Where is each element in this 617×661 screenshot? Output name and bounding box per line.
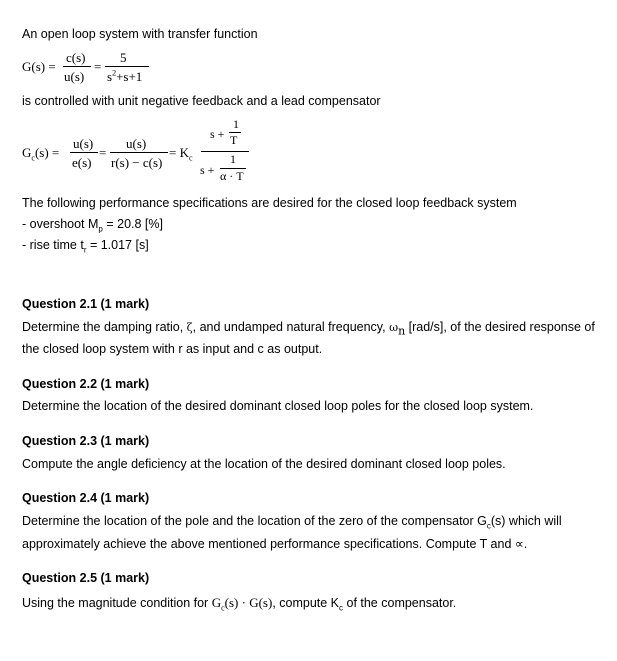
q1-text-line-1: Determine the damping ratio, ζ, and undamped natural frequency, $\omega_n$ [rad/s], of the desired response of <box>22 320 595 338</box>
eq2-num-n: 1 <box>233 117 239 131</box>
q4-text-line-1: Determine the location of the pole and the location of the zero of the compensator $G_c(s)$ which will <box>22 514 562 531</box>
eq2-den-n: 1 <box>230 152 236 166</box>
q5-text: Using the magnitude condition for $G_c(s) \cdot G(s)$, compute $K_c$ of the compensator. <box>22 595 457 613</box>
eq2-fraction-bar-2 <box>110 152 168 153</box>
eq2-den2: r(s) − c(s) <box>111 155 163 170</box>
eq2-gain: = $K_c$ <box>169 145 193 163</box>
eq1-fraction-bar-2 <box>105 66 149 67</box>
q3-text: Compute the angle deficiency at the location of the desired dominant closed loop poles. <box>22 457 506 471</box>
eq2-eq1: = <box>99 145 107 160</box>
eq2-den-s: s + <box>200 163 215 177</box>
q3-title: Question 2.3 (1 mark) <box>22 434 150 448</box>
eq2-lhs: $G_c(s)$ = <box>22 145 60 163</box>
q2-title: Question 2.2 (1 mark) <box>22 377 150 391</box>
eq1-den2: $s^2+s+1$ <box>107 68 143 84</box>
specs-intro: The following performance specifications are desired for the closed loop feedback system <box>22 196 517 210</box>
eq2-den-d: α · T <box>220 169 244 183</box>
q1-title: Question 2.1 (1 mark) <box>22 297 150 311</box>
q1-text-line-2: the closed loop system with r as input and c as output. <box>22 342 323 356</box>
intro-line-1: An open loop system with transfer function <box>22 27 258 41</box>
eq1-lhs: G(s) = <box>22 59 56 74</box>
eq2-den1: e(s) <box>72 155 92 170</box>
eq2-fraction-bar-1 <box>70 152 98 153</box>
intro-line-2: is controlled with unit negative feedback and a lead compensator <box>22 94 381 108</box>
q2-text: Determine the location of the desired dominant closed loop poles for the closed loop system. <box>22 399 534 413</box>
q4-title: Question 2.4 (1 mark) <box>22 491 150 505</box>
eq1-num2: 5 <box>120 50 127 65</box>
eq1-fraction-bar-1 <box>63 66 91 67</box>
spec-rise-time: - rise time $t_r = 1.017$ [s] <box>22 238 149 255</box>
eq2-num2: u(s) <box>126 136 147 151</box>
eq1-eq: = <box>94 59 102 74</box>
q5-title: Question 2.5 (1 mark) <box>22 571 150 585</box>
spec-overshoot: - overshoot $M_p = 20.8$ [%] <box>22 217 163 234</box>
q4-text-line-2: approximately achieve the above mentioned performance specifications. Compute T and ∝. <box>22 537 528 551</box>
eq1-den1: u(s) <box>64 69 85 84</box>
eq2-num-s: s + <box>210 127 225 141</box>
eq1-num1: c(s) <box>66 50 86 65</box>
q5-math: $G_c(s) \cdot G(s)$ <box>211 595 273 613</box>
eq2-num-d: T <box>230 133 238 147</box>
eq2-num1: u(s) <box>73 136 94 151</box>
eq2-main-fraction-bar <box>201 151 249 152</box>
